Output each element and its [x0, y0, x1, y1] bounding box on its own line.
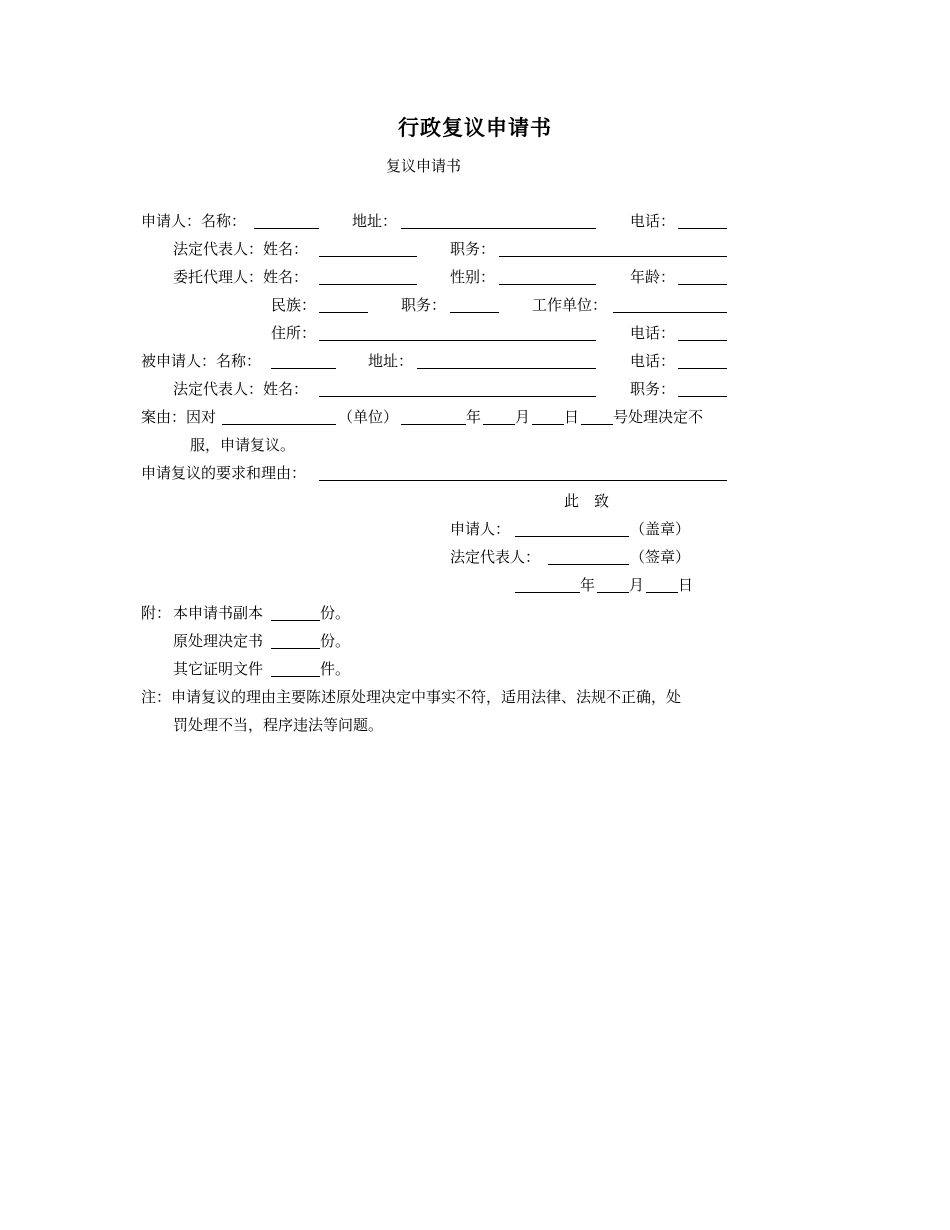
applicant-legal-rep-position-label: 职务： — [450, 240, 496, 258]
closing-salutation: 此 致 — [564, 492, 610, 510]
respondent-legal-rep-name-field[interactable] — [319, 396, 596, 397]
agent-residence-field[interactable] — [319, 340, 596, 341]
agent-name-field[interactable] — [319, 284, 417, 285]
agent-gender-field[interactable] — [499, 284, 596, 285]
applicant-name-field[interactable] — [254, 228, 319, 229]
respondent-legal-rep-position-label: 职务： — [630, 380, 676, 398]
case-line2: 服，申请复议。 — [190, 436, 296, 454]
closing-day-field[interactable] — [646, 592, 678, 593]
attachment-2-text: 原处理决定书 — [173, 632, 264, 650]
agent-ethnicity-label: 民族： — [271, 296, 317, 314]
respondent-legal-rep-label: 法定代表人：姓名： — [173, 380, 309, 398]
agent-position-label: 职务： — [401, 296, 447, 314]
closing-month-label: 月 — [629, 576, 645, 594]
applicant-legal-rep-position-field[interactable] — [499, 256, 727, 257]
document-subtitle: 复议申请书 — [386, 157, 462, 175]
case-day-label: 日 — [564, 408, 580, 426]
closing-month-field[interactable] — [597, 592, 629, 593]
respondent-name-field[interactable] — [271, 368, 336, 369]
document-title: 行政复议申请书 — [398, 116, 552, 140]
agent-residence-phone-field[interactable] — [678, 340, 727, 341]
applicant-legal-rep-label: 法定代表人：姓名： — [173, 240, 309, 258]
respondent-address-field[interactable] — [417, 368, 596, 369]
respondent-name-label: 被申请人：名称： — [141, 352, 262, 370]
closing-legal-rep-sign: （签章） — [630, 548, 691, 566]
applicant-name-label: 申请人：名称： — [141, 212, 247, 230]
agent-workplace-label: 工作单位： — [532, 296, 608, 314]
case-number-field[interactable] — [581, 424, 613, 425]
applicant-address-label: 地址： — [352, 212, 398, 230]
case-year-label: 年 — [466, 408, 482, 426]
attachment-3-count-field[interactable] — [271, 676, 320, 677]
respondent-phone-label: 电话： — [630, 352, 676, 370]
request-label: 申请复议的要求和理由： — [141, 464, 307, 482]
attachment-2-count-field[interactable] — [271, 648, 320, 649]
applicant-phone-field[interactable] — [678, 228, 727, 229]
case-target-field[interactable] — [222, 424, 336, 425]
attachment-3-unit: 件。 — [320, 660, 351, 678]
applicant-phone-label: 电话： — [630, 212, 676, 230]
closing-applicant-seal: （盖章） — [630, 520, 691, 538]
case-unit-label: （单位） — [338, 408, 399, 426]
attachments-prefix: 附： — [141, 604, 172, 622]
case-day-field[interactable] — [532, 424, 564, 425]
case-prefix: 案由：因对 — [141, 408, 217, 426]
note-line-2: 罚处理不当，程序违法等问题。 — [173, 716, 384, 734]
agent-workplace-field[interactable] — [613, 312, 727, 313]
request-field[interactable] — [319, 480, 727, 481]
closing-applicant-label: 申请人： — [450, 520, 511, 538]
attachment-3-text: 其它证明文件 — [173, 660, 264, 678]
closing-applicant-field[interactable] — [515, 536, 629, 537]
note-line-1: 注：申请复议的理由主要陈述原处理决定中事实不符，适用法律、法规不正确，处 — [141, 688, 682, 706]
case-year-field[interactable] — [401, 424, 466, 425]
closing-day-label: 日 — [678, 576, 694, 594]
agent-gender-label: 性别： — [450, 268, 496, 286]
closing-year-field[interactable] — [515, 592, 580, 593]
agent-age-label: 年龄： — [630, 268, 676, 286]
agent-name-label: 委托代理人：姓名： — [173, 268, 309, 286]
applicant-legal-rep-name-field[interactable] — [319, 256, 417, 257]
respondent-phone-field[interactable] — [678, 368, 727, 369]
agent-position-field[interactable] — [450, 312, 499, 313]
agent-age-field[interactable] — [678, 284, 727, 285]
applicant-address-field[interactable] — [401, 228, 596, 229]
respondent-legal-rep-position-field[interactable] — [678, 396, 727, 397]
attachment-1-text: 本申请书副本 — [173, 604, 264, 622]
closing-legal-rep-field[interactable] — [548, 564, 629, 565]
case-month-label: 月 — [515, 408, 531, 426]
closing-legal-rep-label: 法定代表人： — [450, 548, 541, 566]
attachment-1-count-field[interactable] — [271, 620, 320, 621]
agent-residence-phone-label: 电话： — [630, 324, 676, 342]
respondent-address-label: 地址： — [368, 352, 414, 370]
case-number-suffix: 号处理决定不 — [613, 408, 704, 426]
case-month-field[interactable] — [483, 424, 515, 425]
attachment-1-unit: 份。 — [320, 604, 351, 622]
attachment-2-unit: 份。 — [320, 632, 351, 650]
agent-residence-label: 住所： — [271, 324, 317, 342]
agent-ethnicity-field[interactable] — [319, 312, 368, 313]
closing-year-label: 年 — [580, 576, 596, 594]
